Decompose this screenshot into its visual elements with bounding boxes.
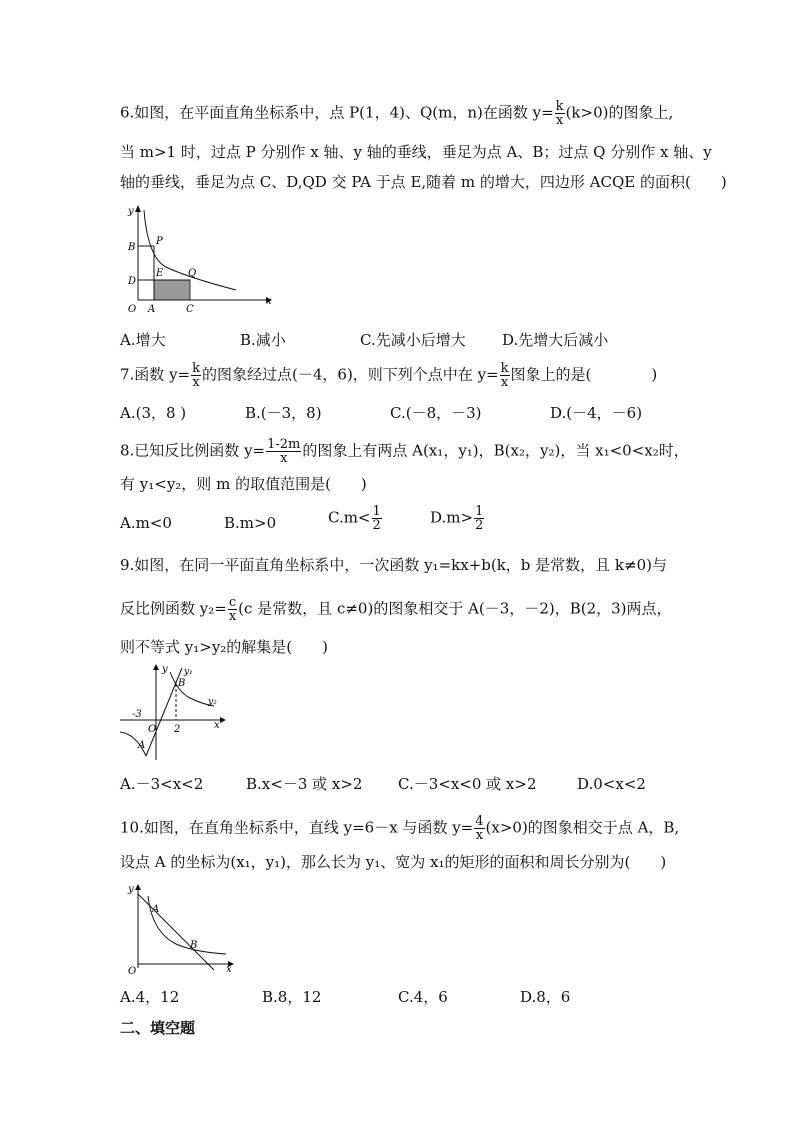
q8-frac-den: x — [280, 451, 288, 466]
q9-line1: 9.如图，在同一平面直角坐标系中，一次函数 y₁=kx+b(k，b 是常数，且 k≠0)与 — [120, 556, 667, 574]
q8-d-half-num: 1 — [475, 504, 484, 519]
q9-option-d[interactable]: D.0<x<2 — [577, 775, 646, 793]
q7-frac1-den: x — [192, 375, 200, 390]
q6-fig-A: A — [148, 304, 156, 315]
q8-c-half-num: 1 — [372, 504, 381, 519]
q10-line2: 设点 A 的坐标为(x₁，y₁)，那么长为 y₁、宽为 x₁的矩形的面积和周长分别为( ) — [120, 853, 667, 871]
q6-fig-D: D — [128, 276, 137, 287]
q9-fig-y1: y₁ — [184, 667, 193, 677]
q6-shaded-rect — [154, 280, 190, 300]
q10-option-b[interactable]: B.8，12 — [262, 988, 322, 1006]
q6-fig-Q: Q — [188, 268, 197, 279]
q9-text-b: (c 是常数，且 c≠0)的图象相交于 A(－3，－2)，B(2，3)两点， — [238, 599, 672, 618]
q10-option-d[interactable]: D.8，6 — [520, 988, 571, 1006]
q10-fig-x: x — [226, 964, 232, 975]
q6-text-a: 6.如图，在平面直角坐标系中，点 P(1，4)、Q(m，n)在函数 y= — [120, 103, 554, 122]
q7-frac1-num: k — [192, 361, 201, 376]
q9-option-a[interactable]: A.－3<x<2 — [120, 775, 204, 793]
q9-fig-x: x — [214, 720, 220, 731]
q7-frac2-num: k — [500, 361, 509, 376]
q9-text-a: 反比例函数 y₂= — [120, 599, 227, 618]
q6-fraction — [555, 100, 565, 127]
q10-fraction — [474, 815, 484, 842]
q6-option-a[interactable]: A.增大 — [120, 331, 166, 349]
q10-line1 — [120, 815, 679, 842]
q10-option-c[interactable]: C.4，6 — [398, 988, 448, 1006]
q9-fig-2: 2 — [174, 724, 181, 735]
q6-fig-B: B — [128, 242, 136, 253]
q8-line2: 有 y₁<y₂，则 m 的取值范围是( ) — [120, 475, 367, 493]
q8-option-a[interactable]: A.m<0 — [120, 514, 172, 532]
q9-fig-B: B — [178, 678, 186, 689]
q7-fraction-1 — [191, 362, 201, 389]
q10-figure — [118, 880, 240, 976]
q6-fig-C: C — [186, 304, 194, 315]
q8-option-d-text: D.m> — [430, 508, 474, 527]
q9-line2 — [120, 596, 672, 623]
q7-option-c[interactable]: C.(－8，－3) — [390, 404, 482, 422]
q9-fig-neg3: -3 — [132, 709, 142, 720]
q9-fig-O: O — [148, 724, 157, 735]
q9-frac-den: x — [228, 609, 237, 624]
q6-text-b: (k>0)的图象上, — [565, 103, 674, 122]
q8-option-b[interactable]: B.m>0 — [224, 514, 277, 532]
q8-text-b: 的图象上有两点 A(x₁，y₁)，B(x₂，y₂)，当 x₁<0<x₂时， — [302, 441, 689, 460]
q7-text-c: 图象上的是( ) — [510, 365, 658, 384]
q8-option-d-half — [474, 505, 484, 532]
q6-fig-x: x — [266, 296, 272, 307]
section-heading: 二、填空题 — [120, 1019, 196, 1037]
q8-text-a: 8.已知反比例函数 y= — [120, 441, 266, 460]
q10-fig-O: O — [128, 966, 137, 976]
q10-text-a: 10.如图，在直角坐标系中，直线 y=6－x 与函数 y= — [120, 818, 474, 837]
q9-fig-y: y — [162, 664, 168, 675]
q6-option-c[interactable]: C.先减小后增大 — [360, 331, 466, 349]
q7-line — [120, 362, 657, 389]
q6-line3: 轴的垂线，垂足为点 C、D,QD 交 PA 于点 E,随着 m 的增大，四边形 ACQE 的面积( ) — [120, 173, 727, 191]
q9-frac-num: c — [228, 595, 237, 610]
q7-option-b[interactable]: B.(－3，8) — [245, 404, 322, 422]
q6-fig-O: O — [128, 304, 137, 315]
q10-text-b: (x>0)的图象相交于点 A，B, — [485, 818, 680, 837]
q8-option-c-half — [372, 505, 382, 532]
q9-figure — [118, 662, 230, 762]
q10-fig-y: y — [128, 884, 134, 895]
q10-fig-B: B — [190, 940, 198, 951]
q7-option-a[interactable]: A.(3，8 ) — [120, 404, 187, 422]
q6-fig-y: y — [128, 206, 134, 217]
q7-frac2-den: x — [500, 375, 509, 390]
q8-fraction — [266, 438, 301, 465]
q6-fig-E: E — [156, 268, 164, 279]
q8-line1 — [120, 438, 689, 465]
q8-d-half-den: 2 — [475, 518, 484, 533]
q6-option-b[interactable]: B.减小 — [240, 331, 286, 349]
q9-line3: 则不等式 y₁>y₂的解集是( ) — [120, 638, 329, 656]
q8-option-d[interactable] — [430, 505, 485, 532]
q6-line2: 当 m>1 时，过点 P 分别作 x 轴、y 轴的垂线，垂足为点 A、B；过点 Q 分别作 x 轴、y — [120, 143, 712, 161]
q6-frac-num: k — [555, 99, 564, 114]
q9-fig-y2: y₂ — [208, 697, 217, 707]
q8-frac-num: 1-2m — [267, 437, 301, 452]
q10-frac-den: x — [475, 828, 484, 843]
q7-text-b: 的图象经过点(－4，6)，则下列个点中在 y= — [202, 365, 499, 384]
q6-line1 — [120, 100, 673, 127]
q10-fig-A: A — [152, 904, 160, 915]
q6-figure — [118, 200, 278, 318]
q9-fig-A: A — [138, 740, 146, 751]
q10-option-a[interactable]: A.4，12 — [120, 988, 180, 1006]
q6-option-d[interactable]: D.先增大后减小 — [502, 331, 609, 349]
q10-frac-num: 4 — [475, 814, 484, 829]
q7-text-a: 7.函数 y= — [120, 365, 191, 384]
q9-option-c[interactable]: C.－3<x<0 或 x>2 — [398, 775, 537, 793]
q6-fig-P: P — [156, 236, 163, 247]
q8-c-half-den: 2 — [372, 518, 381, 533]
q8-option-c-text: C.m< — [328, 508, 371, 527]
q7-fraction-2 — [500, 362, 510, 389]
q9-fraction — [228, 596, 237, 623]
q8-option-c[interactable] — [328, 505, 383, 532]
q9-option-b[interactable]: B.x<－3 或 x>2 — [246, 775, 363, 793]
q7-option-d[interactable]: D.(－4，－6) — [550, 404, 643, 422]
q6-frac-den: x — [555, 113, 564, 128]
